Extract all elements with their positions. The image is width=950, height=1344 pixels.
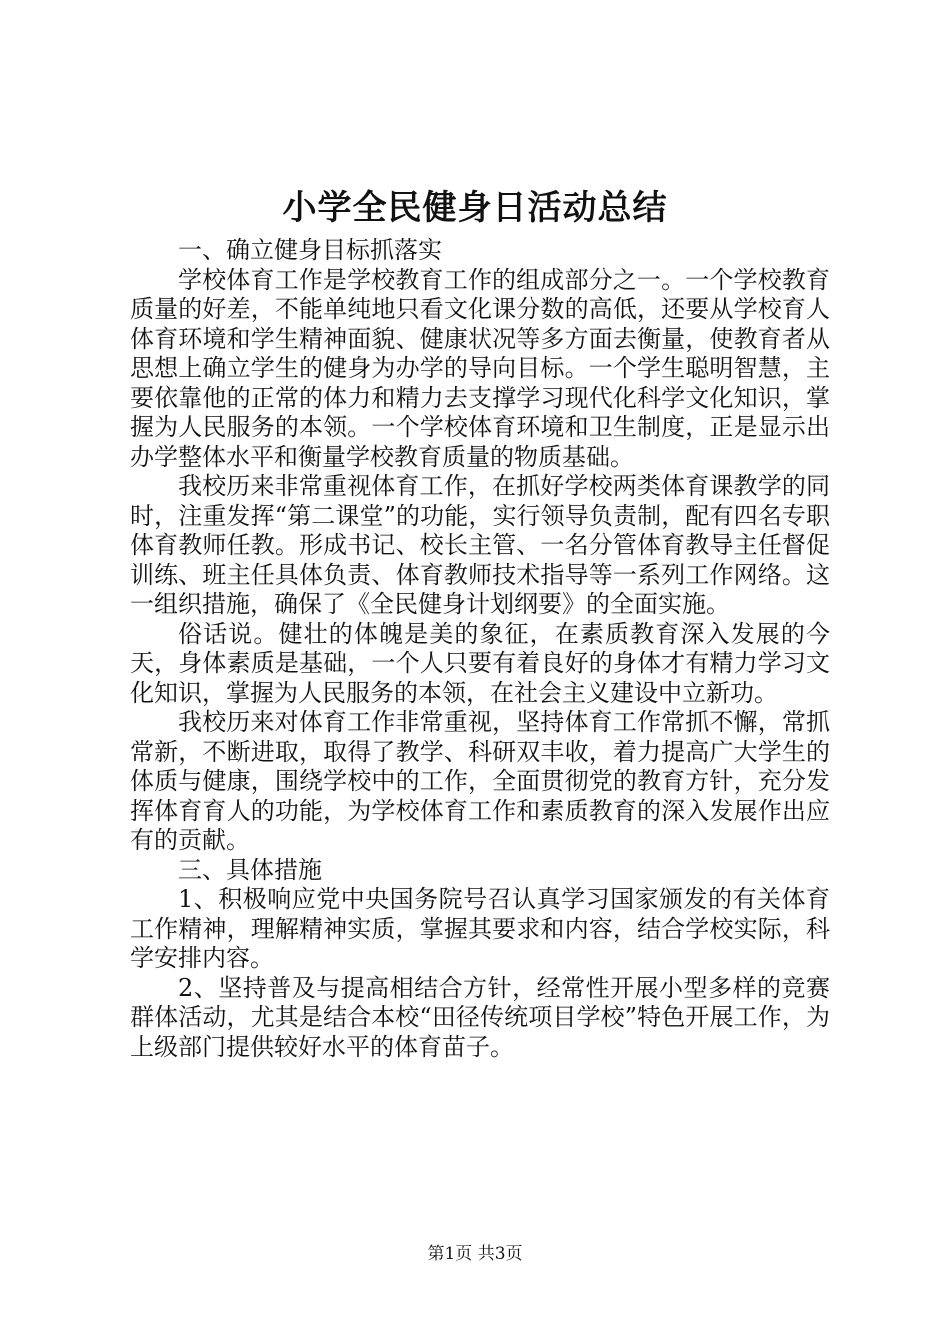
document-title: 小学全民健身日活动总结 (282, 188, 668, 228)
document-body (130, 236, 830, 1062)
section-heading: 一、确立健身目标抓落实 (178, 236, 442, 264)
paragraph: 俗话说。健壮的体魄是美的象征，在素质教育深入发展的今天，身体素质是基础，一个人只要有着良好的身体才有精力学习文化知识，掌握为人民服务的本领，在社会主义建设中立新功。 (130, 619, 830, 707)
list-item: 1、积极响应党中央国务院号召认真学习国家颁发的有关体育工作精神，理解精神实质，掌握其要求和内容，结合学校实际，科学安排内容。 (130, 885, 830, 972)
paragraph: 学校体育工作是学校教育工作的组成部分之一。一个学校教育质量的好差，不能单纯地只看文化课分数的高低，还要从学校育人体育环境和学生精神面貌、健康状况等多方面去衡量，使教育者从思想上确立学生的健身为办学的导向目标。一个学生聪明智慧，主要依靠他的正常的体力和精力去支撑学习现代化科学文化知识，掌握为人民服务的本领。一个学校体育环境和卫生制度，正是显示出办学整体水平和衡量学校教育质量的物质基础。 (130, 265, 830, 471)
page-footer: 第1页 共3页 (427, 1244, 523, 1264)
paragraph: 我校历来非常重视体育工作，在抓好学校两类体育课教学的同时，注重发挥“第二课堂”的功能，实行领导负责制，配有四名专职体育教师任教。形成书记、校长主管、一名分管体育教导主任督促训练、班主任具体负责、体育教师技术指导等一系列工作网络。这一组织措施，确保了《全民健身计划纲要》的全面实施。 (130, 472, 830, 618)
paragraph: 我校历来对体育工作非常重视，坚持体育工作常抓不懈，常抓常新，不断进取，取得了教学、科研双丰收，着力提高广大学生的体质与健康，围绕学校中的工作，全面贯彻党的教育方针，充分发挥体育育人的功能，为学校体育工作和素质教育的深入发展作出应有的贡献。 (130, 708, 830, 854)
section-heading: 三、具体措施 (178, 855, 322, 884)
list-item: 2、坚持普及与提高相结合方针，经常性开展小型多样的竞赛群体活动，尤其是结合本校“田径传统项目学校”特色开展工作，为上级部门提供较好水平的体育苗子。 (130, 973, 830, 1061)
